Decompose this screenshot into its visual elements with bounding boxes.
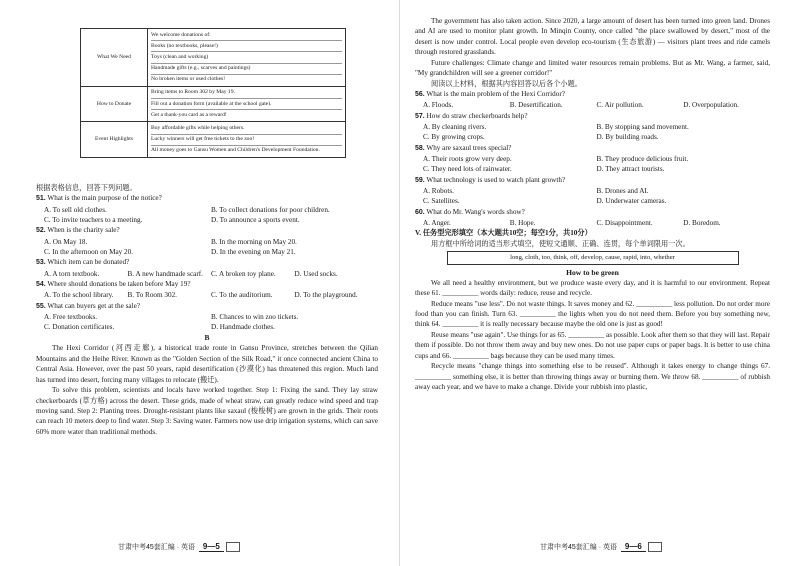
question-text: What technology is used to watch plant growth? xyxy=(426,175,566,184)
option: A. Anger. xyxy=(423,218,451,227)
option: A. Robots. xyxy=(423,186,454,195)
notice-row-head: What We Need xyxy=(81,29,148,87)
notice-row-content xyxy=(148,29,346,87)
option: D. Handmade clothes. xyxy=(211,323,275,332)
paragraph: The government has also taken action. Since 2020, a large amount of desert has been turned into green land. Drones and AI are used to monitor plant growth. In Minqin County, once called "the place swallowed by desert," most of the desert is now under control. Local people even develop eco-tourism (生态旅游) — visitors plant trees and ride camels through restored grasslands. xyxy=(415,17,770,57)
option: D. Overpopulation. xyxy=(683,101,739,110)
notice-item: Handmade gifts (e.g., scarves and paintings) xyxy=(151,64,342,75)
option: B. Hope. xyxy=(509,218,536,227)
option: C. To the auditorium. xyxy=(211,291,273,300)
paragraph: To solve this problem, scientists and locals have worked together. Step 1: Fixing the sand. They lay straw checkerboards (草方格) across the desert. These grids, made of wheat straw, can greatly reduce wind speed and trap moving sand. Step 2: Planting trees. Drought-resistant plants like saxaul (梭梭树) are grown in the grids. Their roots can reach 10 meters deep to find water. Step 3: Saving water. Farmers now use drip irrigation systems, which can save 60% more water than traditional methods. xyxy=(36,386,378,436)
option: C. Air pollution. xyxy=(596,101,644,110)
option: C. They need lots of rainwater. xyxy=(423,165,512,174)
options xyxy=(36,312,378,333)
option: B. To collect donations for poor children. xyxy=(211,205,330,214)
option: A. On May 18. xyxy=(44,237,88,246)
question-number: 53. xyxy=(36,259,46,267)
right-content xyxy=(415,16,770,393)
option: A. Their roots grow very deep. xyxy=(423,154,512,163)
option: A. To sell old clothes. xyxy=(44,205,107,214)
notice-row xyxy=(81,122,346,158)
notice-row xyxy=(81,86,346,122)
notice-item: Bring items to Room 302 by May 19. xyxy=(151,88,342,99)
section-v-instruction: 用方框中所给词的适当形式填空，使短文通顺、正确、连贯，每个单词限用一次。 xyxy=(431,239,690,248)
notice-item: We welcome donations of: xyxy=(151,30,342,41)
options xyxy=(415,100,770,110)
option: D. Used socks. xyxy=(294,269,338,278)
paragraph: We all need a healthy environment, but we produce waste every day, and it is harmful to our environment. Repeat these 61. __________ words daily: reduce, reuse and recycle. xyxy=(415,278,770,298)
notice-item: No broken items or used clothes! xyxy=(151,76,226,83)
question xyxy=(415,143,770,175)
notice-row-content xyxy=(148,122,346,158)
option: A. A torn textbook. xyxy=(44,269,100,278)
question-number: 59. xyxy=(415,176,425,184)
notice-item: Lucky winners will get free tickets to the zoo! xyxy=(151,135,342,146)
instruction: 根据表格信息，回答下列问题。 xyxy=(36,184,137,192)
notice-item: All money goes to Gansu Women and Children's Development Foundation. xyxy=(151,147,320,154)
options xyxy=(36,290,378,300)
left-questions xyxy=(36,183,378,437)
option: A. Floods. xyxy=(423,101,454,110)
option: D. To announce a sports event. xyxy=(211,216,300,225)
logo-icon xyxy=(226,542,240,552)
question-number: 55. xyxy=(36,302,46,310)
notice-item: Get a thank-you card as a reward! xyxy=(151,111,227,118)
logo-icon xyxy=(648,542,662,552)
option: D. By building roads. xyxy=(596,133,659,142)
paragraph: Reduce means "use less". Do not waste things. It saves money and 62. __________ less pollution. Do not order more food than you can finish. Turn 63. __________ the lights when you do not need them. Before you buy something new, think 64. __________ it is really necessary because maybe the old one is just as good! xyxy=(415,299,770,329)
question-text: What do Mr. Wang's words show? xyxy=(426,207,525,216)
question-number: 54. xyxy=(36,281,46,289)
question-number: 60. xyxy=(415,208,425,216)
notice-item: Books (no textbooks, please!) xyxy=(151,41,342,52)
right-instruction: 阅读以上材料，根据其内容回答以后各个小题。 xyxy=(431,79,582,88)
notice-item: Buy affordable gifts while helping others. xyxy=(151,123,342,134)
option: C. In the afternoon on May 20. xyxy=(44,248,134,257)
option: C. To invite teachers to a meeting. xyxy=(44,216,143,225)
question-text: When is the charity sale? xyxy=(47,226,120,235)
options xyxy=(415,122,770,143)
options xyxy=(36,237,378,258)
notice-item: Fill out a donation form (available at the school gate). xyxy=(151,99,342,110)
option: A. Free textbooks. xyxy=(44,312,98,321)
option: C. Donation certificates. xyxy=(44,323,115,332)
question-text: Where should donations be taken before May 19? xyxy=(47,280,191,289)
option: B. Desertification. xyxy=(509,101,563,110)
question xyxy=(36,225,378,257)
option: B. To Room 302. xyxy=(127,291,177,300)
option: B. Chances to win zoo tickets. xyxy=(211,312,299,321)
footer-text: 甘肃中考45套汇编 · 英语 xyxy=(540,543,618,551)
question-number: 56. xyxy=(415,91,425,99)
notice-row-content xyxy=(148,86,346,122)
option: D. They attract tourists. xyxy=(596,165,665,174)
option: D. In the evening on May 21. xyxy=(211,248,296,257)
left-footer xyxy=(118,542,240,552)
options xyxy=(36,205,378,226)
paragraph: The Hexi Corridor (河西走廊), a historical trade route in Gansu Province, stretches between the Qilian Mountains and the Heihe River. Known as the "Golden Section of the Silk Road," it once connected ancient China to Central Asia. However, over the past 50 years, rapid desertification (沙漠化) has threatened this region. Much land has turned into desert, forcing many villages to relocate (搬迁). xyxy=(36,344,378,384)
option: D. Underwater cameras. xyxy=(596,197,667,206)
options xyxy=(415,154,770,175)
question xyxy=(36,257,378,279)
question-number: 58. xyxy=(415,144,425,152)
question xyxy=(36,193,378,225)
question-number: 51. xyxy=(36,195,46,203)
question-text: How do straw checkerboards help? xyxy=(426,111,528,120)
question-text: What is the main purpose of the notice? xyxy=(47,194,162,203)
page-number: 9—5 xyxy=(199,542,224,552)
option: A. To the school library. xyxy=(44,291,114,300)
question xyxy=(415,111,770,143)
notice-row-head: How to Donate xyxy=(81,86,148,122)
option: C. Disappointment. xyxy=(596,218,653,227)
question xyxy=(415,207,770,229)
question-text: What can buyers get at the sale? xyxy=(47,301,141,310)
option: C. By growing crops. xyxy=(423,133,485,142)
paragraph: Recycle means "change things into something else to be reused". Although it takes energy to change things 67. __________ something else, it is better than throwing things away or burning them. We throw 68. __________ of rubbish away each year, and we have to make a change. Divide your rubbish into plastic, xyxy=(415,362,770,392)
question xyxy=(36,301,378,333)
option: B. A new handmade scarf. xyxy=(127,269,203,278)
section-b-heading: B xyxy=(204,332,210,342)
option: B. Drones and AI. xyxy=(596,186,649,195)
question-number: 52. xyxy=(36,227,46,235)
question-text: What is the main problem of the Hexi Corridor? xyxy=(426,90,565,99)
option: C. Satellites. xyxy=(423,197,460,206)
option: D. To the playground. xyxy=(294,291,358,300)
paragraph: Future challenges: Climate change and limited water resources remain problems. But as Mr. Wang, a farmer, said, "My grandchildren will see a greener corridor!" xyxy=(415,58,770,78)
question xyxy=(36,279,378,301)
option: A. By cleaning rivers. xyxy=(423,122,487,131)
cloze-title: How to be green xyxy=(566,267,619,277)
page-number: 9—6 xyxy=(621,542,646,552)
option: B. By stopping sand movement. xyxy=(596,122,689,131)
question-number: 57. xyxy=(415,112,425,120)
option: D. Boredom. xyxy=(683,218,721,227)
footer-text: 甘肃中考45套汇编 · 英语 xyxy=(118,543,196,551)
word-box: long, cloth, too, think, off, develop, cause, rapid, into, whether xyxy=(447,251,739,265)
notice-row xyxy=(81,29,346,87)
option: B. In the morning on May 20. xyxy=(211,237,297,246)
question xyxy=(415,89,770,111)
notice-table xyxy=(80,28,346,158)
right-footer xyxy=(540,542,662,552)
section-v-heading: V. 任务型完形填空（本大题共10空；每空1分，共10分） xyxy=(415,229,592,238)
question-text: Why are saxaul trees special? xyxy=(426,143,512,152)
option: B. They produce delicious fruit. xyxy=(596,154,689,163)
options xyxy=(415,186,770,207)
notice-row-head: Event Highlights xyxy=(81,122,148,158)
options xyxy=(415,218,770,228)
option: C. A broken toy plane. xyxy=(211,269,276,278)
notice-item: Toys (clean and working) xyxy=(151,52,342,63)
options xyxy=(36,269,378,279)
question-text: Which item can be donated? xyxy=(47,258,130,267)
paragraph: Reuse means "use again". Use things for as 65. __________ as possible. Look after them so that they will last. Repair them if possible. Do not throw them away and buy new ones. Do not use paper cups or paper bags. It is better to use china cups and 66. __________ bags because they can be used many times. xyxy=(415,330,770,360)
question xyxy=(415,175,770,207)
